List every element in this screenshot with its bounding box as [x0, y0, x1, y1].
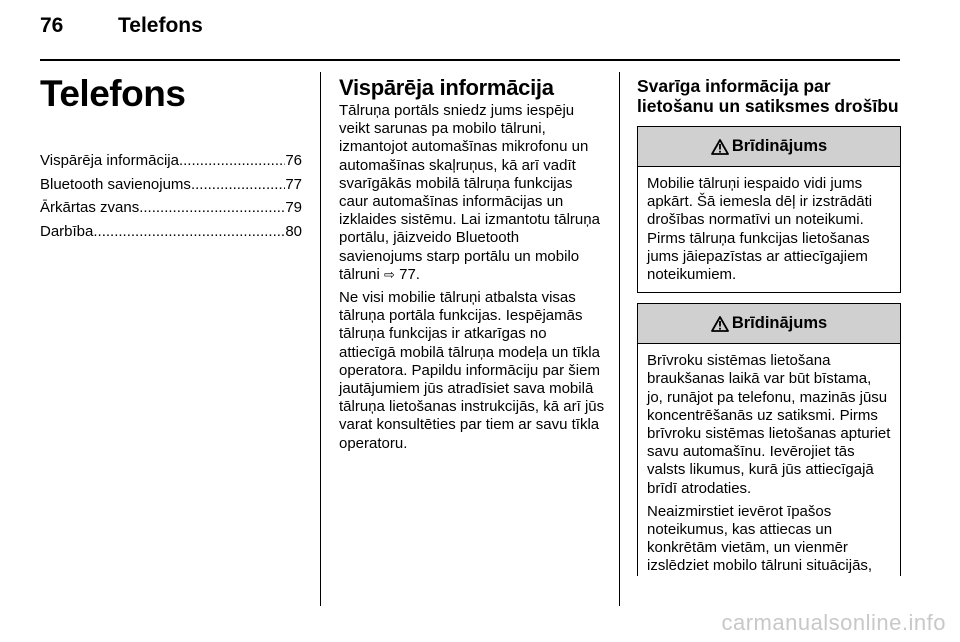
column-toc: [40, 74, 302, 243]
toc-item-page: 77: [285, 175, 302, 193]
warning-box-wrap: [637, 293, 901, 589]
page-number: 76: [40, 14, 64, 37]
warning-header: [638, 127, 900, 167]
paragraph: Ne visi mobilie tālruņi atbalsta visas tālruņa portāla funkcijas. Iespējamās tālruņa funkcijas ir atkarīgas no attiecīgā mobilā tālruņa modeļa un tīkla operatora. Papildu informāciju par šiem jautājumiem jūs atradīsiet sava mobilā tālruņa lietošanas instrukcijās, kā arī jūs varat konsultēties par tiem ar savu tīkla operatoru.: [339, 289, 605, 452]
toc-item-page: 80: [285, 222, 302, 240]
warning-text: [638, 344, 900, 575]
page-reference[interactable]: 77.: [399, 265, 420, 283]
paragraph: Brīvroku sistēmas lietošana braukšanas laikā var būt bīstama, jo, runājot pa telefonu, mazinās jūsu koncentrēšanās uz satiksmi. Pirms brīvroku sistēmas lietošanas apturiet savu automašīnu. Ievērojiet tās valsts likumus, kurā jūs attiecīgajā brīdī atrodaties.: [647, 352, 891, 497]
toc-item-page: 79: [285, 199, 302, 216]
column-general-info: [339, 74, 605, 458]
warning-label: Brīdinājums: [731, 314, 828, 333]
header-rule: [40, 59, 900, 61]
toc-leader: [179, 149, 285, 173]
watermark: carmanualsonline.info: [721, 610, 946, 635]
warning-box: [637, 126, 901, 293]
chapter-title: Telefons: [40, 73, 186, 114]
toc-item[interactable]: [40, 149, 302, 173]
paragraph: Neaizmirstiet ievērot īpašos noteikumus, kas attiecas un konkrētām vietām, un vienmēr izslēdziet mobilo tālruni situācijās,: [647, 502, 873, 575]
toc-item-label: Darbība: [40, 222, 94, 240]
section-title: Vispārēja informācija: [339, 75, 554, 100]
toc-leader: [139, 196, 285, 220]
warning-label: Brīdinājums: [731, 137, 828, 155]
section-title: Svarīga informācija par lietošanu un satiksmes drošību: [637, 76, 899, 116]
warning-header: [638, 304, 900, 344]
column-divider-2: [619, 72, 620, 606]
page-header: [40, 14, 203, 44]
header-title: Telefons: [118, 14, 203, 37]
toc-item-page: 76: [285, 152, 302, 169]
column-divider-1: [320, 72, 321, 606]
toc-item-label: Vispārēja informācija: [40, 152, 179, 169]
toc-leader: [191, 173, 285, 197]
column-safety-info: [637, 76, 901, 589]
toc-item[interactable]: [40, 173, 302, 197]
toc-item-label: Bluetooth savienojums: [40, 175, 191, 193]
toc-leader: [93, 220, 285, 244]
toc-item[interactable]: [40, 220, 302, 244]
warning-triangle-icon: [711, 139, 729, 155]
table-of-contents: [40, 149, 302, 243]
toc-item[interactable]: [40, 196, 302, 220]
warning-box: [637, 303, 901, 575]
toc-item-label: Ārkārtas zvans: [40, 199, 140, 216]
warning-triangle-icon: [711, 316, 729, 332]
paragraph: Tālruņa portāls sniedz jums iespēju veikt sarunas pa mobilo tālruni, izmantojot automašīnas mikrofonu un automašīnas skaļruņus, kā arī vadīt svarīgākās mobilā tālruņa funkcijas caur automašīnas informācijas un izklaides sistēmu. Lai izmantotu tālruņa portālu, jāizveido Bluetooth savienojums starp portālu un mobilo tālruni ⇨ 77.: [339, 102, 600, 283]
page-reference-icon: ⇨: [384, 266, 395, 282]
warning-text: Mobilie tālruņi iespaido vidi jums apkārt. Šā iemesla dēļ ir izstrādāti drošības normatīvi un noteikumi. Pirms tālruņa funkcijas lietošanas jums jāiepazīstas ar attiecīgajiem noteikumiem.: [647, 175, 873, 284]
